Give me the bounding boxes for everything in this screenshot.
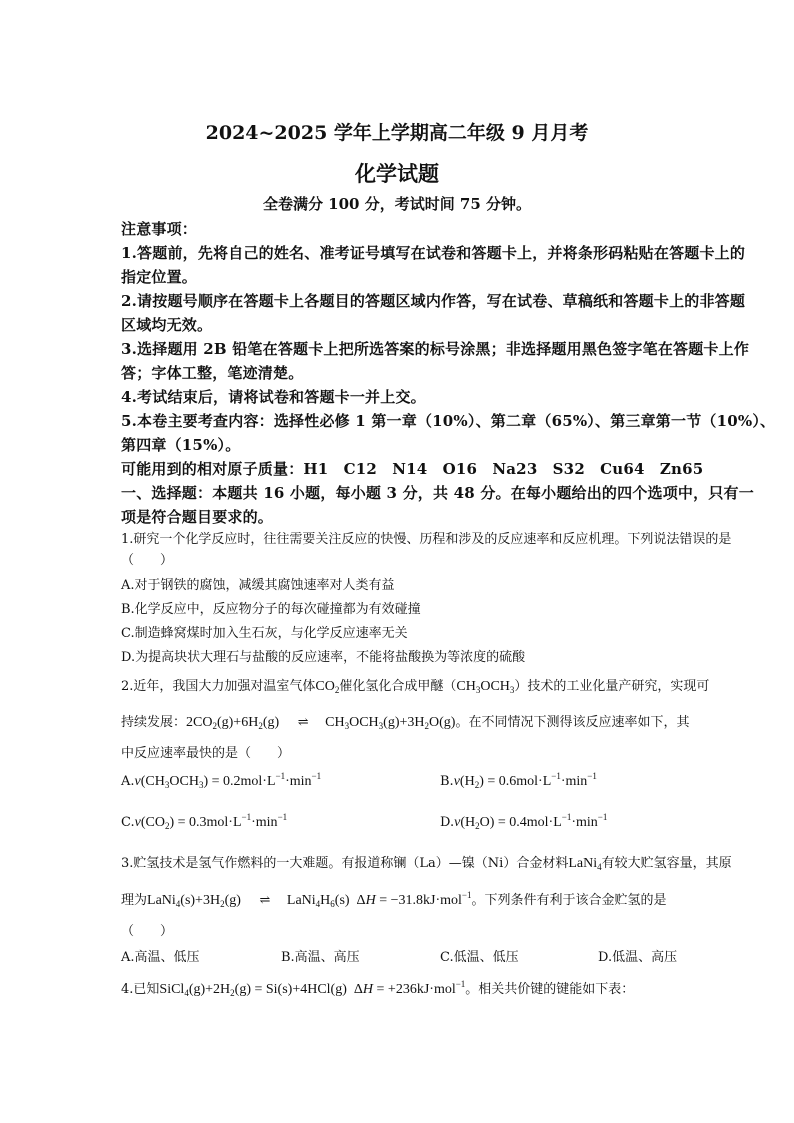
q3-delta-h: −31.8	[390, 893, 423, 908]
q3-text-1b: 有较大贮氢容量，其原	[601, 856, 732, 871]
q2-a-label: A.	[121, 774, 135, 789]
q2-equation: $2CO_2(g)+6H_2(g)$ ⇌ $CH_3OCH_3(g)+3H_2O(g)$	[186, 714, 456, 731]
q2-c-label: C.	[121, 815, 135, 830]
q2-d-value: 0.4	[509, 815, 527, 830]
q3-line-1	[121, 852, 732, 872]
q3-line-2	[121, 889, 666, 909]
q3-equation: $LaNi_4(s)+3H_2(g)$ ⇌ $LaNi_4H_6(s) \Delta H = -31.8kJ\cdot mol^{-1}$	[147, 890, 472, 909]
notice-line-5b: 第四章（15%）。	[121, 436, 241, 454]
q2-line-2	[121, 711, 689, 731]
q2-text-2b: 。在不同情况下测得该反应速率如下，其	[455, 715, 690, 730]
notice-line-2a: 2.请按题号顺序在答题卡上各题目的答题区域内作答，写在试卷、草稿纸和答题卡上的非答题	[121, 292, 746, 310]
q2-a-value: 0.2	[223, 774, 241, 789]
q3-option-a: A.高温、低压	[121, 950, 200, 965]
q4-equation: $SiCl_4(g)+2H_2(g) = Si(s)+4HCl(g) \Delta H = +236kJ\cdot mol^{-1}$	[159, 979, 466, 998]
formula-ch3och3: $CH_3OCH_3$	[456, 679, 515, 695]
notice-heading: 注意事项：	[121, 220, 198, 238]
q2-line-1	[121, 675, 709, 695]
q2-d-label: D.	[440, 815, 455, 830]
q2-option-b: $B.v(H_2) = 0.6mol\cdot L^{-1}\cdot\min^{-1}$	[440, 771, 597, 790]
equilibrium-arrow-icon: ⇌	[259, 892, 269, 907]
section-line-1: 一、选择题：本题共 16 小题，每小题 3 分，共 48 分。在每小题给出的四个选项中，只有一	[121, 484, 754, 502]
notice-line-1b: 指定位置。	[121, 268, 198, 286]
q2-text-2a: 持续发展：	[121, 715, 187, 730]
atomic-masses: 可能用到的相对原子质量：H1 C12 N14 O16 Na23 S32 Cu64 Zn65	[121, 460, 704, 478]
q1-option-a: A.对于钢铁的腐蚀，减缓其腐蚀速率对人类有益	[121, 578, 395, 593]
q2-text-1b: 催化氢化合成甲醚（	[339, 679, 457, 694]
q1-option-b: B.化学反应中，反应物分子的每次碰撞都为有效碰撞	[121, 602, 421, 617]
q2-b-value: 0.6	[498, 774, 517, 789]
q2-text-1c: ）技术的工业化量产研究，实现可	[514, 679, 710, 694]
q2-text-1a: 2.近年，我国大力加强对温室气体	[121, 679, 316, 694]
q2-option-d: $D.v(H_2O) = 0.4mol\cdot L^{-1}\cdot\min^{-1}$	[440, 812, 608, 831]
notice-line-2b: 区域均无效。	[121, 316, 213, 334]
q4-text-1b: 。相关共价键的键能如下表：	[465, 982, 635, 997]
q3-paren: （ ）	[121, 924, 174, 939]
q3-text-1a: 3.贮氢技术是氢气作燃料的一大难题。有报道称镧（La）—镍（Ni）合金材料	[121, 856, 569, 871]
q4-delta-h: +236	[387, 982, 417, 997]
q3-text-2b: 。下列条件有利于该合金贮氢的是	[471, 893, 667, 908]
q3-option-d: D.低温、高压	[598, 950, 678, 965]
q1-paren: （ ）	[121, 553, 174, 568]
q1-option-c: C.制造蜂窝煤时加入生石灰，与化学反应速率无关	[121, 626, 408, 641]
section-line-2: 项是符合题目要求的。	[121, 508, 274, 526]
q2-b-label: B.	[440, 774, 454, 789]
notice-line-3b: 答；字体工整，笔迹清楚。	[121, 364, 304, 382]
notice-line-1a: 1.答题前，先将自己的姓名、准考证号填写在试卷和答题卡上，并将条形码粘贴在答题卡上的	[121, 244, 746, 262]
formula-co2: $CO_2$	[315, 679, 340, 695]
subject-title: 化学试题	[355, 161, 439, 186]
exam-info: 全卷满分 100 分，考试时间 75 分钟。	[262, 195, 532, 213]
exam-title: 2024~2025 学年上学期高二年级 9 月月考	[205, 122, 589, 144]
q2-option-a: $A.v(CH_3OCH_3) = 0.2mol\cdot L^{-1}\cdot\min^{-1}$	[121, 771, 322, 790]
notice-line-3a: 3.选择题用 2B 铅笔在答题卡上把所选答案的标号涂黑；非选择题用黑色签字笔在答题卡上作	[121, 340, 750, 358]
q2-option-c: $C.v(CO_2) = 0.3mol\cdot L^{-1}\cdot\min^{-1}$	[121, 812, 288, 831]
q1-option-d: D.为提高块状大理石与盐酸的反应速率，不能将盐酸换为等浓度的硫酸	[121, 650, 526, 665]
notice-line-4: 4.考试结束后，请将试卷和答题卡一并上交。	[121, 388, 426, 406]
q3-option-c: C.低温、低压	[440, 950, 519, 965]
q4-text-1a: 4.已知	[121, 982, 160, 997]
equilibrium-arrow-icon: ⇌	[297, 714, 307, 729]
q4-line-1	[121, 978, 634, 998]
formula-lani4: LaNi$_4$	[568, 856, 602, 872]
q3-option-b: B.高温、高压	[281, 950, 360, 965]
q3-text-2a: 理为	[121, 893, 148, 908]
q2-c-value: 0.3	[189, 815, 207, 830]
q1-stem: 1.研究一个化学反应时，往往需要关注反应的快慢、历程和涉及的反应速率和反应机理。下列说法错误的是	[121, 532, 732, 547]
q2-line-3: 中反应速率最快的是（ ）	[121, 746, 291, 761]
notice-line-5a: 5.本卷主要考查内容：选择性必修 1 第一章（10%）、第二章（65%）、第三章第一节（10%）、	[121, 412, 776, 430]
